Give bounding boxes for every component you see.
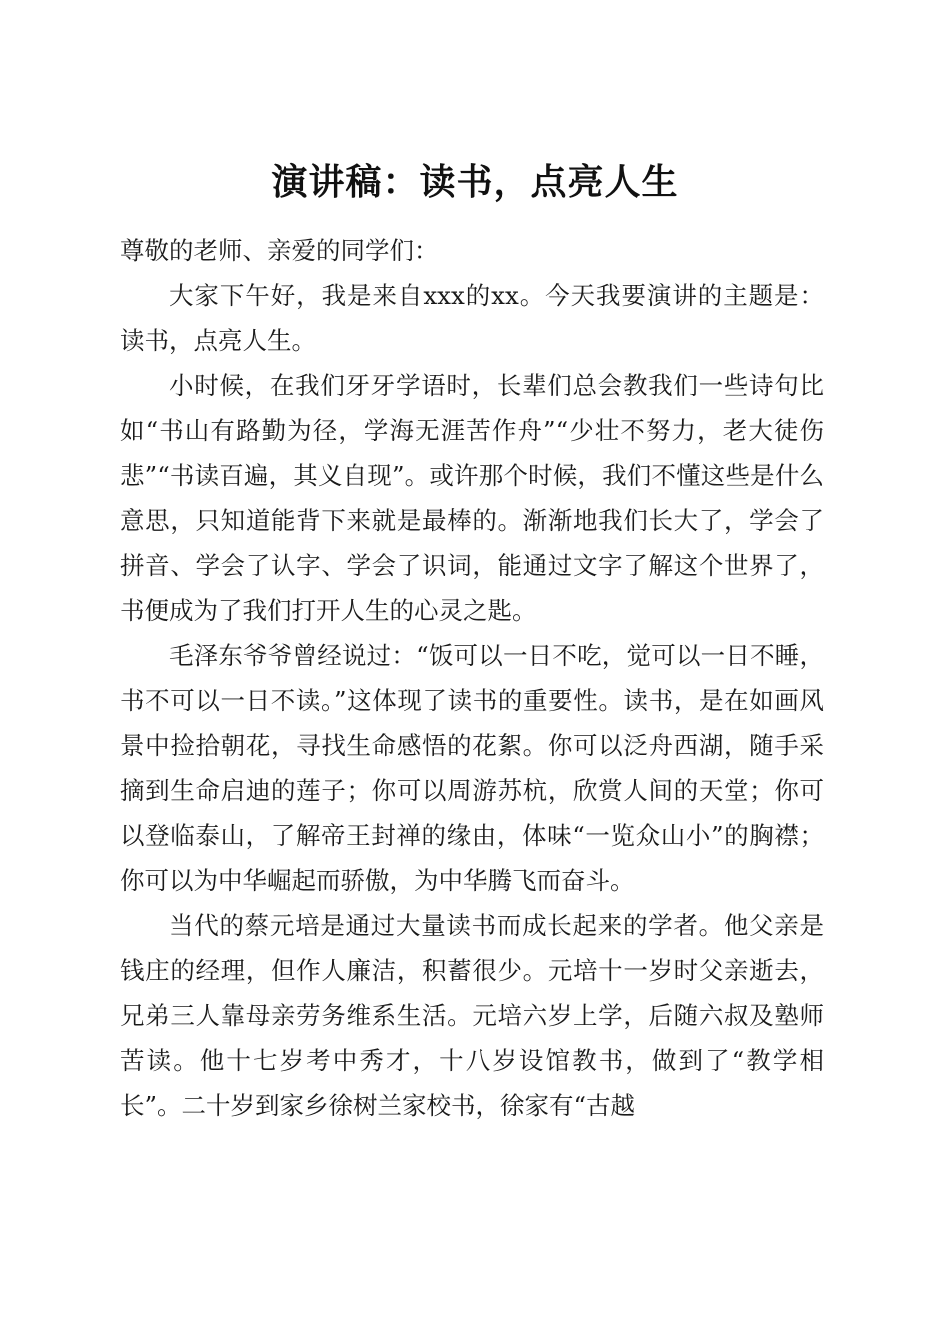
salutation: 尊敬的老师、亲爱的同学们： (120, 236, 439, 265)
paragraph-mao-quote: 毛泽东爷爷曾经说过：“饭可以一日不吃，觉可以一日不睡，书不可以一日不读。”这体现了读书的重要性。读书，是在如画风景中捡拾朝花，寻找生命感悟的花絮。你可以泛舟西湖，随手采摘到生命启迪的莲子；你可以周游苏杭，欣赏人间的天堂；你可以登临泰山，了解帝王封禅的缘由，体味“一览众山小”的胸襟；你可以为中华崛起而骄傲，为中华腾飞而奋斗。 (120, 641, 824, 895)
paragraph-childhood: 小时候，在我们牙牙学语时，长辈们总会教我们一些诗句比如“书山有路勤为径，学海无涯苦作舟”“少壮不努力，老大徒伤悲”“书读百遍，其义自现”。或许那个时候，我们不懂这些是什么意思，只知道能背下来就是最棒的。渐渐地我们长大了，学会了拼音、学会了认字、学会了识词，能通过文字了解这个世界了，书便成为了我们打开人生的心灵之匙。 (120, 371, 824, 625)
document-title: 演讲稿：读书，点亮人生 (271, 161, 679, 204)
document-body (120, 228, 824, 1128)
paragraph-cai-yuanpei: 当代的蔡元培是通过大量读书而成长起来的学者。他父亲是钱庄的经理，但作人廉洁，积蓄很少。元培十一岁时父亲逝去，兄弟三人靠母亲劳务维系生活。元培六岁上学，后随六叔及塾师苦读。他十七岁考中秀才，十八岁设馆教书，做到了“教学相长”。二十岁到家乡徐树兰家校书，徐家有“古越 (120, 911, 824, 1120)
paragraph-greeting: 大家下午好，我是来自xxx的xx。今天我要演讲的主题是：读书，点亮人生。 (120, 281, 824, 355)
